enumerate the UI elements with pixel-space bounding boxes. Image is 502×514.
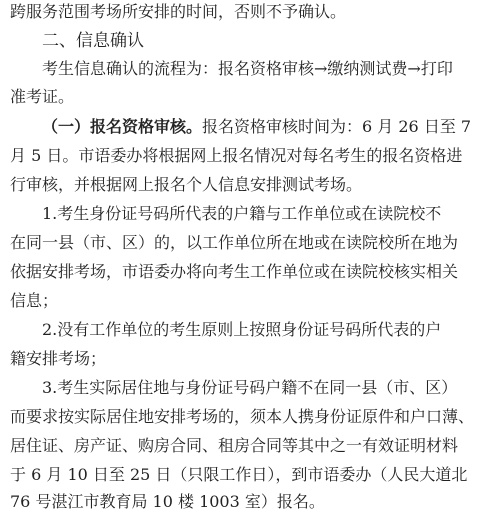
paragraph-line-16: 居住证、房产证、购房合同、租房合同等其中之一有效证明材料 <box>10 436 459 455</box>
paragraph-line-6: 月 5 日。市语委办将根据网上报名情况对每名考生的报名资格进 <box>10 146 463 165</box>
subheading-qualification-review: （一）报名资格审核。 <box>42 117 203 136</box>
paragraph-line-8: 1.考生身份证号码所代表的户籍与工作单位或在读院校不 <box>42 204 442 223</box>
paragraph-line-1: 跨服务范围考场所安排的时间，否则不予确认。 <box>10 2 347 21</box>
paragraph-line-4: 准考证。 <box>10 87 75 106</box>
paragraph-line-3: 考生信息确认的流程为：报名资格审核→缴纳测试费→打印 <box>42 59 453 78</box>
section-heading-info-confirmation: 二、信息确认 <box>42 31 144 51</box>
paragraph-line-15: 而要求按实际居住地安排考场的，须本人携身份证原件和户口薄、 <box>10 407 475 426</box>
paragraph-line-9: 在同一县（市、区）的，以工作单位所在地或在读院校所在地为 <box>10 233 459 252</box>
paragraph-line-5 <box>42 117 471 137</box>
paragraph-line-17: 于 6 月 10 日至 25 日（只限工作日），到市语委办（人民大道北 <box>10 465 468 484</box>
paragraph-line-18: 76 号湛江市教育局 10 楼 1003 室）报名。 <box>10 492 325 511</box>
paragraph-line-14: 3.考生实际居住地与身份证号码户籍不在同一县（市、区） <box>42 378 458 397</box>
paragraph-line-11: 信息； <box>10 291 59 310</box>
paragraph-line-12: 2.没有工作单位的考生原则上按照身份证号码所代表的户 <box>42 320 442 339</box>
paragraph-line-13: 籍安排考场； <box>10 349 107 368</box>
qualification-review-period-text: 报名资格审核时间为：6 月 26 日至 7 <box>202 117 472 136</box>
paragraph-line-7: 行审核，并根据网上报名个人信息安排测试考场。 <box>10 175 363 194</box>
paragraph-line-10: 依据安排考场，市语委办将向考生工作单位或在读院校核实相关 <box>10 262 459 281</box>
